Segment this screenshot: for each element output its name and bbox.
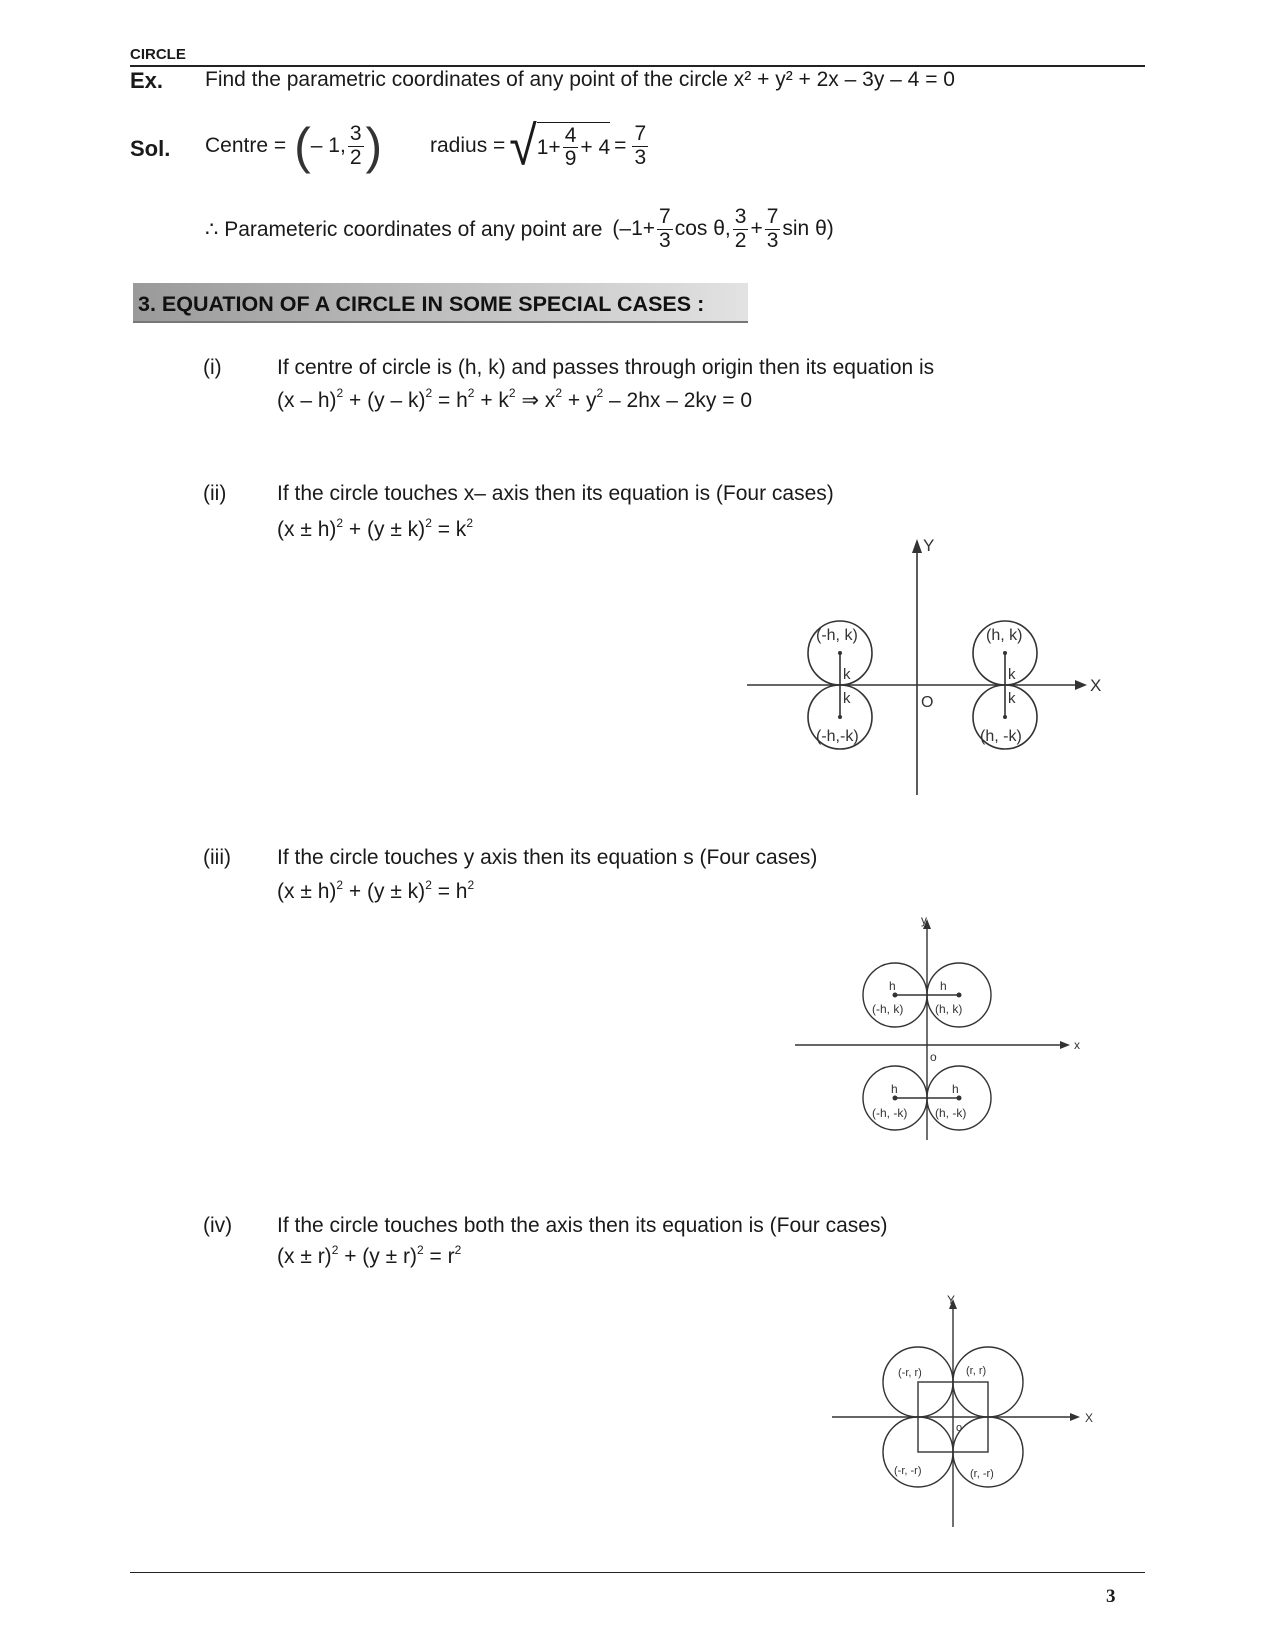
case-number-i: (i) (203, 356, 222, 379)
radius-plus4: + 4 (580, 135, 611, 159)
label-tr: (h, k) (986, 627, 1023, 644)
y-axis-label: Y (947, 1293, 956, 1307)
diagram-touch-x-axis (735, 535, 1100, 805)
diagram-touch-both-axes (820, 1295, 1100, 1535)
parametric-expression (205, 198, 834, 260)
param-cos: cos θ, (674, 217, 731, 240)
param-fraction-1 (657, 206, 673, 251)
param-label: ∴ Parameteric coordinates of any point are (205, 217, 603, 241)
y-arrow (912, 539, 922, 553)
radicand (537, 122, 610, 170)
footer-rule (130, 1572, 1145, 1573)
example-question: Find the parametric coordinates of any point of the circle x² + y² + 2x – 3y – 4 = 0 (205, 68, 955, 91)
radius-sqrt (509, 115, 611, 177)
case-equation-i: $(x - h)^2 + (y - k)^2 = h^2 + k^2$ ⇒ $x^2 + y^2 - 2hx - 2ky = 0$ (277, 386, 753, 412)
radius-num: 4 (564, 123, 577, 147)
centre-y-fraction (348, 123, 364, 168)
y-axis-label: y (921, 913, 927, 927)
radius-one: 1+ (536, 135, 561, 159)
centre-expression (205, 110, 382, 182)
radius-eq: = (614, 134, 627, 157)
param-fraction-3 (765, 206, 781, 251)
param-f2-den: 2 (734, 228, 747, 252)
k-label-3: k (1008, 666, 1016, 683)
case-equation-ii: $(x \pm h)^2 + (y \pm k)^2 = k^2$ (277, 516, 473, 541)
case-text-ii: If the circle touches x– axis then its equation is (Four cases) (277, 482, 834, 505)
diagram-touch-y-axis (785, 915, 1085, 1155)
k-label-4: k (1008, 690, 1016, 707)
label-br: (h, -k) (980, 728, 1022, 745)
y-axis-label: Y (923, 536, 935, 555)
label-br: (r, -r) (970, 1468, 994, 1480)
centre-x: – 1, (310, 134, 346, 157)
label-bl: (-h, -k) (872, 1106, 908, 1120)
right-paren: ) (365, 118, 383, 174)
centre-y-num: 3 (349, 122, 362, 146)
radius-expression (430, 110, 650, 182)
x-axis-label: x (1074, 1038, 1080, 1052)
param-f1-den: 3 (659, 228, 671, 252)
centre-y-den: 2 (349, 145, 362, 169)
param-plus: + (750, 217, 763, 240)
radius-answer (632, 123, 648, 168)
section-heading: 3. EQUATION OF A CIRCLE IN SOME SPECIAL CASES : (138, 292, 705, 316)
h-label-3: h (891, 1082, 898, 1096)
param-sin: sin θ) (782, 217, 834, 240)
left-paren: ( (294, 118, 311, 174)
param-f1-num: 7 (659, 205, 671, 229)
case-text-i: If centre of circle is (h, k) and passes through origin then its equation is (277, 356, 935, 379)
x-arrow (1075, 680, 1087, 690)
example-label: Ex. (130, 68, 164, 93)
case-number-ii: (ii) (203, 482, 227, 505)
h-label-1: h (889, 979, 896, 993)
case-equation-iv: $(x \pm r)^2 + (y \pm r)^2 = r^2$ (277, 1243, 462, 1268)
radius-label: radius = (430, 134, 506, 157)
param-f3-den: 3 (766, 228, 779, 252)
radical-sign: √ (509, 115, 537, 177)
case-number-iii: (iii) (203, 846, 231, 869)
h-label-4: h (952, 1082, 959, 1096)
radius-ans-den: 3 (634, 145, 647, 169)
solution-label: Sol. (130, 136, 171, 161)
param-f2-num: 3 (734, 205, 747, 229)
radius-fraction (563, 125, 579, 170)
x-axis-label: X (1090, 676, 1102, 695)
label-tl: (-h, k) (816, 627, 858, 644)
origin-label: o (956, 1422, 963, 1434)
header-rule (130, 65, 1145, 67)
label-br: (h, -k) (935, 1106, 967, 1120)
label-bl: (-h,-k) (816, 728, 859, 745)
case-number-iv: (iv) (203, 1214, 233, 1237)
label-tl: (-h, k) (872, 1002, 904, 1016)
label-bl: (-r, -r) (894, 1465, 922, 1477)
centre-label: Centre = (205, 134, 287, 157)
page-number: 3 (1106, 1586, 1116, 1607)
h-label-2: h (940, 979, 947, 993)
running-title: CIRCLE (130, 46, 186, 63)
k-label-1: k (843, 666, 851, 683)
label-tr: (r, r) (966, 1365, 987, 1377)
case-equation-iii: $(x \pm h)^2 + (y \pm k)^2 = h^2$ (277, 878, 475, 903)
case-text-iii: If the circle touches y axis then its equation s (Four cases) (277, 846, 818, 869)
origin-label: o (930, 1050, 937, 1064)
radius-ans-num: 7 (634, 122, 647, 146)
k-label-2: k (843, 690, 851, 707)
x-axis-label: X (1085, 1411, 1094, 1425)
radius-den: 9 (564, 147, 577, 170)
label-tl: (-r, r) (898, 1367, 922, 1379)
param-fraction-2 (733, 206, 749, 251)
param-open: (–1+ (612, 217, 656, 240)
param-f3-num: 7 (766, 205, 779, 229)
label-tr: (h, k) (935, 1002, 963, 1016)
case-text-iv: If the circle touches both the axis then its equation is (Four cases) (277, 1214, 888, 1237)
origin-label: O (921, 694, 934, 711)
